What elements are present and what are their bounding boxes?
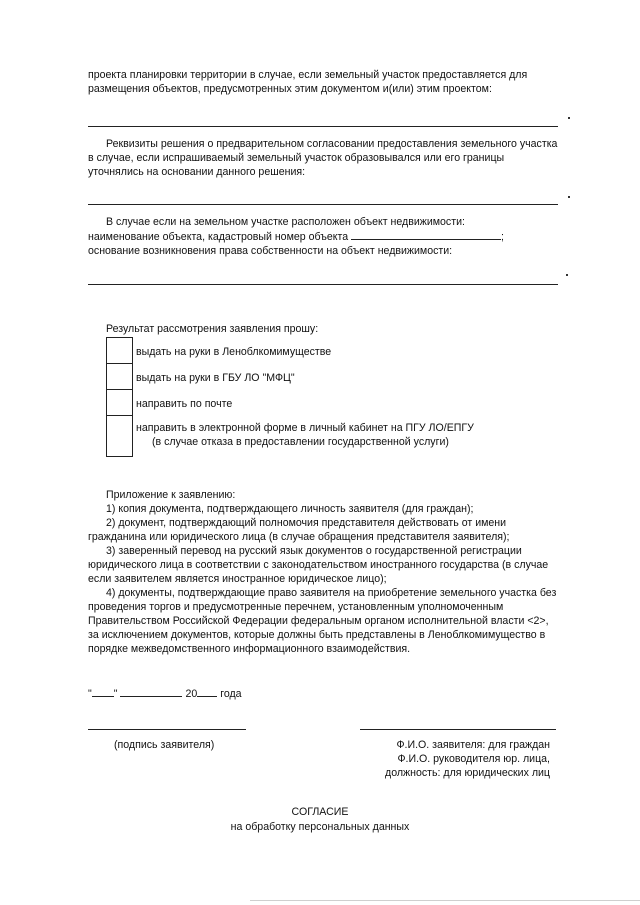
intro-line-2: размещения объектов, предусмотренных этим документом и(или) этим проектом: — [88, 83, 492, 95]
signature-line[interactable] — [88, 729, 246, 730]
attachment-item-1: 1) копия документа, подтверждающего личность заявителя (для граждан); — [106, 503, 474, 515]
option-2-label: выдать на руки в ГБУ ЛО "МФЦ" — [136, 372, 295, 384]
day-blank[interactable] — [92, 686, 114, 697]
name-label-line-3: должность: для юридических лиц — [385, 767, 550, 779]
consent-subtitle: на обработку персональных данных — [230, 821, 410, 833]
property-line-3: основание возникновения права собственности на объект недвижимости: — [88, 245, 453, 257]
property-fill-line[interactable] — [88, 284, 558, 285]
requisites-line-2: в случае, если испрашиваемый земельный участок образовывался или его границы — [88, 152, 505, 164]
date-quote-open: " — [88, 688, 92, 700]
consent-title: СОГЛАСИЕ — [291, 806, 349, 818]
attachment-item-3-line-1: 3) заверенный перевод на русский язык документов о государственной регистрации — [106, 545, 522, 557]
requisites-paragraph — [88, 137, 574, 179]
intro-mark — [568, 117, 570, 119]
attachment-item-4-line-2: проведения торгов и предусмотренные перечнем, установленным уполномоченным — [88, 601, 504, 613]
option-4-label-sub: (в случае отказа в предоставлении государственной услуги) — [152, 436, 449, 448]
name-label-block — [360, 738, 550, 780]
property-line-2-prefix: наименование объекта, кадастровый номер объекта — [88, 231, 349, 243]
attachments-list — [88, 502, 574, 656]
attachments-heading-text: Приложение к заявлению: — [106, 489, 236, 501]
option-4-label-main: направить в электронной форме в личный кабинет на ПГУ ЛО/ЕПГУ — [136, 422, 474, 434]
month-blank[interactable] — [120, 686, 182, 697]
checkbox-option-1[interactable] — [106, 337, 133, 365]
attachment-item-4-line-5: порядке межведомственного информационного взаимодействия. — [88, 643, 411, 655]
year-suffix: года — [220, 688, 242, 700]
intro-line-1: проекта планировки территории в случае, если земельный участок предоставляется для — [88, 69, 528, 81]
attachment-item-3-line-2: юридического лица в соответствии с законодательством иностранного государства (в случае — [88, 559, 549, 571]
property-line-1: В случае если на земельном участке расположен объект недвижимости: — [106, 216, 465, 228]
intro-fill-line[interactable] — [88, 126, 558, 127]
option-1-label: выдать на руки в Леноблкомимуществе — [136, 346, 332, 358]
property-line-2 — [88, 229, 574, 244]
property-paragraph — [88, 215, 574, 258]
scan-edge — [250, 900, 640, 901]
signature-label: (подпись заявителя) — [114, 739, 215, 751]
result-heading: Результат рассмотрения заявления прошу: — [106, 323, 319, 335]
option-4-label — [136, 421, 474, 449]
requisites-line-3: уточнялись на основании данного решения: — [88, 166, 306, 178]
attachment-item-4-line-4: за исключением документов, которые должны быть представлены в Леноблкомимущество в — [88, 629, 546, 641]
attachment-item-2-line-2: гражданина или юридического лица (в случае обращения представителя заявителя); — [88, 531, 510, 543]
cadastral-number-blank[interactable] — [351, 229, 501, 240]
date-quote-close: " — [113, 688, 118, 700]
requisites-line-1: Реквизиты решения о предварительном согласовании предоставления земельного участка — [106, 138, 558, 150]
year-blank[interactable] — [197, 686, 217, 697]
attachment-item-4-line-3: Правительством Российской Федерации федеральным органом исполнительной власти <2>, — [88, 615, 549, 627]
property-mark — [566, 274, 568, 276]
property-line-2-suffix: ; — [501, 231, 504, 243]
attachment-item-4-line-1: 4) документы, подтверждающие право заявителя на приобретение земельного участка без — [106, 587, 557, 599]
name-label-line-2: Ф.И.О. руководителя юр. лица, — [397, 753, 550, 765]
attachment-item-2-line-1: 2) документ, подтверждающий полномочия представителя действовать от имени — [106, 517, 507, 529]
year-prefix: 20 — [185, 688, 198, 700]
attachments-heading — [88, 488, 574, 502]
attachment-item-3-line-3: если заявителем является иностранное юридическое лицо); — [88, 573, 387, 585]
checkbox-option-3[interactable] — [106, 389, 133, 417]
checkbox-option-4[interactable] — [106, 415, 133, 457]
name-label-line-1: Ф.И.О. заявителя: для граждан — [396, 739, 550, 751]
requisites-mark — [568, 196, 570, 198]
option-3-label: направить по почте — [136, 398, 233, 410]
checkbox-option-2[interactable] — [106, 363, 133, 391]
name-line[interactable] — [360, 729, 556, 730]
requisites-fill-line[interactable] — [88, 204, 558, 205]
intro-paragraph — [88, 68, 574, 96]
date-line — [88, 686, 242, 701]
